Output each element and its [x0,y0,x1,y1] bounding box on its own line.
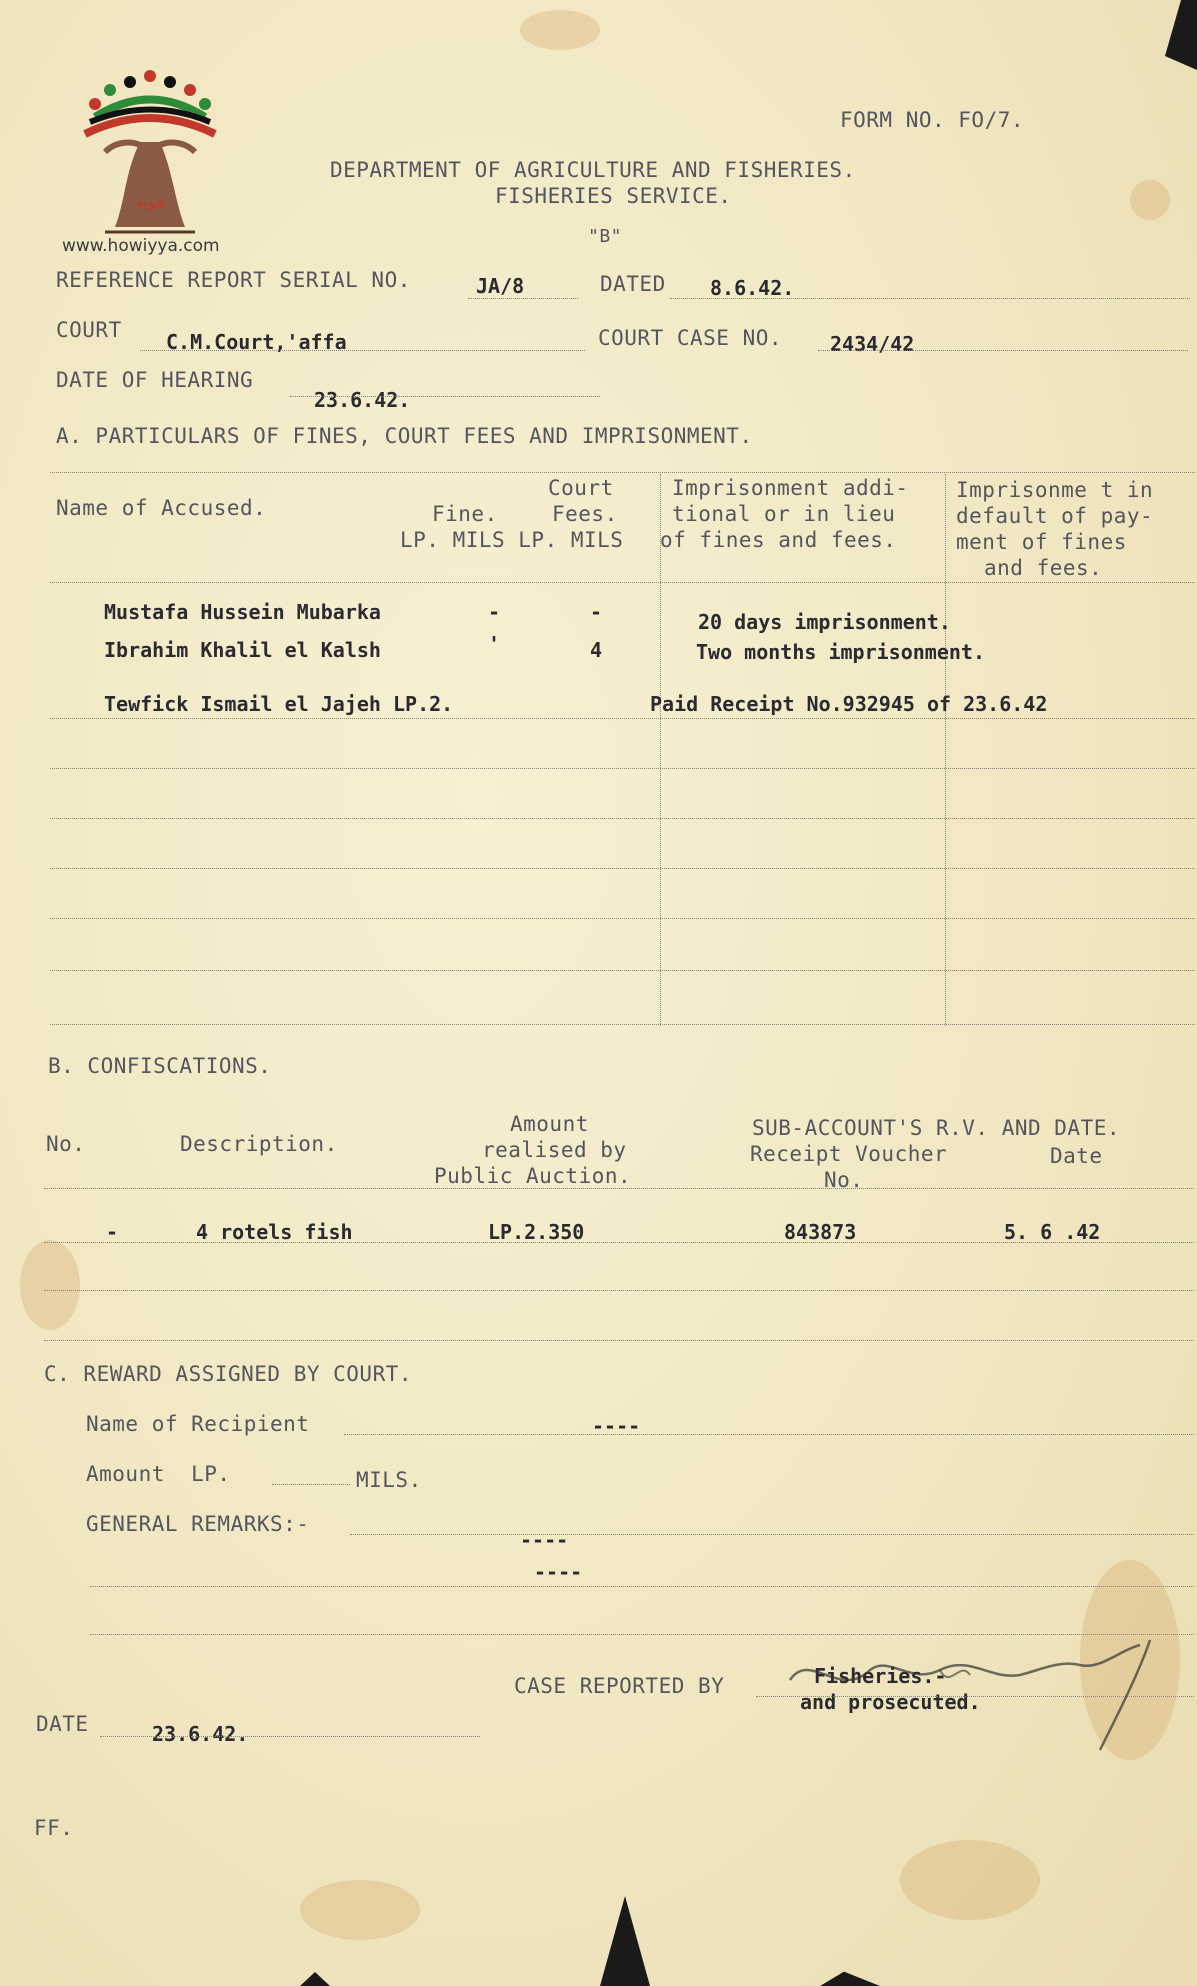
fill-line [140,350,585,351]
conf-row-1-date: 5. 6 .42 [1004,1220,1101,1244]
table-rule [50,868,1195,869]
row-2-fine: ' [488,632,501,656]
header-fees: Fees. [552,502,618,526]
paper-stain [1130,180,1170,220]
row-1-fine: - [488,600,501,624]
serial-label: REFERENCE REPORT SERIAL NO. [56,268,411,292]
date-label: DATE [36,1712,89,1736]
header-amount-2: realised by [482,1138,627,1162]
header-fine: Fine. [432,502,498,526]
torn-edge [300,1972,330,1986]
hearing-label: DATE OF HEARING [56,368,254,392]
fill-line [818,350,1188,351]
header-units: LP. MILS LP. MILS [400,528,624,552]
header-no: No. [46,1132,86,1156]
conf-row-1-description: 4 rotels fish [196,1220,353,1244]
fill-line [290,396,600,397]
header-imp-def-2: default of pay- [956,504,1154,528]
header-voucher-no: No. [824,1168,864,1192]
table-rule [44,1188,1194,1189]
table-rule [44,1242,1194,1243]
section-b-title: B. CONFISCATIONS. [48,1054,272,1078]
table-rule [50,472,1195,473]
fill-line [670,298,1190,299]
header-imp-add-2: tional or in lieu [672,502,896,526]
service-title: FISHERIES SERVICE. [495,184,732,208]
row-2-imprisonment: Two months imprisonment. [696,640,985,664]
reported-by-label: CASE REPORTED BY [514,1674,725,1698]
howiyya-logo [55,62,245,262]
row-3-name: Tewfick Ismail el Jajeh LP.2. [104,692,454,716]
table-rule [50,818,1195,819]
torn-edge [820,1968,880,1986]
remarks-dash-1: ---- [520,1528,569,1552]
row-1-imprisonment: 20 days imprisonment. [698,610,951,634]
initials: FF. [34,1816,74,1840]
row-1-fees: - [590,600,603,624]
department-title: DEPARTMENT OF AGRICULTURE AND FISHERIES. [330,158,856,182]
reported-by-value-1: Fisheries.- [814,1664,947,1688]
recipient-label: Name of Recipient [86,1412,310,1436]
row-1-name: Mustafa Hussein Mubarka [104,600,381,624]
paper-stain [900,1840,1040,1920]
hearing-value: 23.6.42. [314,388,411,412]
header-date: Date [1050,1144,1103,1168]
header-name-accused: Name of Accused. [56,496,267,520]
court-value: C.M.Court,'affa [166,330,347,354]
reported-by-value-2: and prosecuted. [800,1690,981,1714]
fill-line [468,298,578,299]
court-case-label: COURT CASE NO. [598,326,783,350]
table-rule [50,1024,1195,1025]
table-rule [50,768,1195,769]
dated-label: DATED [600,272,666,296]
torn-edge [600,1896,650,1986]
remarks-label: GENERAL REMARKS:- [86,1512,310,1536]
table-rule [44,1340,1194,1341]
section-a-title: A. PARTICULARS OF FINES, COURT FEES AND IMPRISONMENT. [56,424,753,448]
fill-line [350,1534,1194,1535]
conf-row-1-amount: LP.2.350 [488,1220,585,1244]
header-imp-def-4: and fees. [984,556,1103,580]
fill-line [90,1586,1194,1587]
recipient-value: ---- [592,1414,641,1438]
handwritten-signature [780,1640,1180,1760]
table-rule [50,582,1195,583]
logo-text: هوية [135,192,165,211]
torn-edge [1157,0,1197,70]
column-divider [945,474,946,1026]
fill-line [90,1634,1194,1635]
court-case-value: 2434/42 [830,332,915,356]
amount-label: Amount LP. [86,1462,231,1486]
row-3-imprisonment: Paid Receipt No.932945 of 23.6.42 [650,692,1048,716]
paper-stain [20,1240,80,1330]
table-rule [44,1290,1194,1291]
row-2-name: Ibrahim Khalil el Kalsh [104,638,381,662]
fill-line [100,1736,480,1737]
conf-row-1-voucher: 843873 [784,1220,857,1244]
paper-stain [300,1880,420,1940]
remarks-dash-2: ---- [534,1560,583,1584]
header-amount-1: Amount [510,1112,589,1136]
header-imp-add-3: of fines and fees. [660,528,897,552]
header-imp-add-1: Imprisonment addi- [672,476,909,500]
watermark-url: www.howiyya.com [62,236,220,256]
header-imp-def-3: ment of fines [956,530,1127,554]
table-rule [50,970,1195,971]
header-receipt-voucher: Receipt Voucher [750,1142,948,1166]
mils-label: MILS. [356,1468,422,1492]
header-sub-account: SUB-ACCOUNT'S R.V. AND DATE. [752,1116,1121,1140]
conf-row-1-no: - [106,1220,119,1244]
section-c-title: C. REWARD ASSIGNED BY COURT. [44,1362,413,1386]
fill-line [344,1434,1194,1435]
header-court: Court [548,476,614,500]
header-imp-def-1: Imprisonme t in [956,478,1154,502]
header-amount-3: Public Auction. [434,1164,632,1188]
header-description: Description. [180,1132,338,1156]
form-number: FORM NO. FO/7. [840,108,1025,132]
row-2-fees: 4 [590,638,603,662]
table-rule [50,918,1195,919]
fill-line [272,1484,350,1485]
table-rule [50,718,1195,719]
paper-stain [520,10,600,50]
column-divider [660,474,661,1026]
court-label: COURT [56,318,122,342]
serial-value: JA/8 [476,274,525,298]
dated-value: 8.6.42. [710,276,795,300]
form-letter: "B" [588,226,623,247]
date-value: 23.6.42. [152,1722,249,1746]
